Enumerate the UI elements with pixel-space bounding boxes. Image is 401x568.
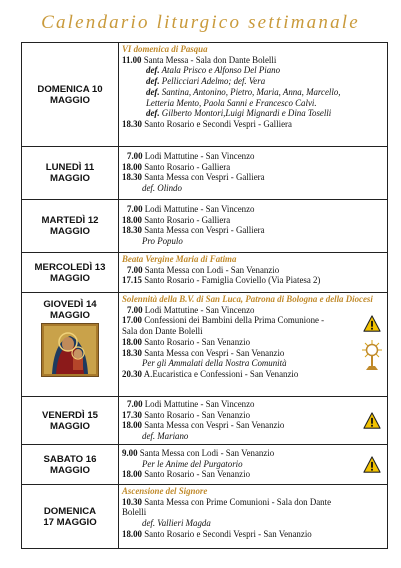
- event-line: [122, 172, 384, 183]
- day-row-sunday-10: [22, 43, 388, 147]
- event-time: 18.00: [122, 214, 142, 225]
- day-date: 17 MAGGIO: [43, 516, 97, 528]
- day-name: DOMENICA: [43, 505, 97, 517]
- day-date: MAGGIO: [50, 464, 90, 476]
- event-text: Sala don Dante Bolelli: [122, 326, 203, 337]
- warning-icon-shape: [363, 412, 381, 430]
- intention-line: Per gli Ammalati della Nostra Comunità: [142, 358, 287, 369]
- monstrance-icon: [361, 339, 383, 374]
- event-time: 11.00: [122, 54, 142, 65]
- event-line: [122, 448, 384, 459]
- day-cell: [22, 200, 119, 253]
- event-line: [122, 215, 384, 226]
- event-line: [122, 369, 384, 380]
- day-row-monday-11: [22, 147, 388, 200]
- event-line: [122, 529, 384, 540]
- day-name: MARTEDÌ 12: [41, 215, 99, 226]
- day-row-sunday-17: [22, 485, 388, 549]
- event-line: [122, 420, 384, 431]
- day-cell: [22, 397, 119, 445]
- event-time: 18.30: [122, 347, 142, 358]
- event-line: [122, 337, 384, 348]
- event-text: Santo Rosario e Secondi Vespri - Galliera: [144, 118, 292, 129]
- event-time: 18.00: [122, 528, 142, 539]
- event-line: [122, 497, 384, 508]
- event-text: Santo Rosario e Secondi Vespri - San Venanzio: [144, 528, 312, 539]
- events-cell: [119, 200, 388, 253]
- day-name: GIOVEDÌ 14: [43, 299, 97, 310]
- def-label: def.: [146, 86, 160, 97]
- day-row-friday-15: [22, 397, 388, 445]
- event-line: [122, 348, 384, 359]
- event-text: Lodi Mattutine - San Vincenzo: [144, 151, 255, 161]
- event-text: Santo Rosario - Galliera: [144, 214, 231, 225]
- events-cell: [119, 147, 388, 200]
- day-name: VENERDÌ 15: [42, 409, 98, 421]
- event-time: 18.30: [122, 225, 142, 236]
- event-time: 17.30: [122, 409, 142, 420]
- event-text: Confessioni dei Bambini della Prima Comunione -: [144, 315, 325, 326]
- warning-icon-shape: [363, 315, 381, 333]
- event-text: Santo Rosario - San Venanzio: [144, 336, 251, 347]
- intention-line: [122, 108, 384, 119]
- event-line: [122, 204, 384, 215]
- event-line: [122, 326, 384, 337]
- def-label: def.: [146, 65, 160, 76]
- event-line: [122, 151, 384, 162]
- event-time: 17.00: [122, 315, 142, 326]
- day-name: MERCOLEDÌ 13: [34, 261, 106, 273]
- intention-line: [122, 98, 384, 109]
- warning-icon-shape: [363, 456, 381, 474]
- page-title: Calendario liturgico settimanale: [41, 12, 360, 33]
- intention-line: def. Mariano: [142, 431, 189, 442]
- event-time: 7.00: [127, 304, 143, 315]
- intention-text: Santina, Antonino, Pietro, Maria, Anna, Marcello,: [161, 86, 341, 97]
- intention-line: [122, 87, 384, 98]
- event-time: 18.00: [122, 336, 142, 347]
- monstrance-icon-shape: [361, 339, 383, 371]
- feast-title: Ascensione del Signore: [122, 486, 208, 496]
- feast-title: Solennità della B.V. di San Luca, Patrona di Bologna e della Diocesi: [122, 294, 373, 304]
- day-cell: [22, 253, 119, 293]
- event-text: Santa Messa con Vespri - San Venanzio: [144, 347, 285, 358]
- day-date: MAGGIO: [50, 420, 90, 432]
- calendar-table-wrap: [21, 42, 388, 549]
- warning-icon: [363, 412, 381, 430]
- day-row-tuesday-12: [22, 200, 388, 253]
- madonna-painting-image: [42, 324, 98, 376]
- event-time: 20.30: [122, 368, 142, 379]
- intention-text: Letteria Mento, Paola Sanni e Francesco Calvi.: [146, 97, 317, 108]
- calendar-table: [21, 42, 388, 549]
- events-cell: [119, 293, 388, 397]
- day-cell: [22, 485, 119, 549]
- day-cell: [22, 445, 119, 485]
- event-text: Santa Messa con Vespri - San Venanzio: [144, 420, 285, 431]
- intention-text: Pellicciari Adelmo; def. Vera: [161, 76, 266, 87]
- event-time: 18.30: [122, 118, 142, 129]
- event-line: [122, 275, 384, 286]
- intention-line: def. Olindo: [142, 183, 182, 194]
- event-text: Santa Messa con Vespri - Galliera: [144, 172, 265, 183]
- day-name: LUNEDÌ 11: [45, 162, 95, 173]
- day-cell: [22, 293, 119, 397]
- event-time: 18.00: [122, 420, 142, 431]
- def-label: def.: [146, 76, 160, 87]
- intention-line: def. Vallieri Magda: [142, 518, 211, 529]
- event-time: 17.15: [122, 275, 142, 286]
- event-line: [122, 410, 384, 421]
- event-line: [122, 265, 384, 276]
- intention-text: Atala Prisco e Alfonso Del Piano: [161, 65, 281, 76]
- event-time: 18.00: [122, 469, 142, 480]
- event-line: [122, 55, 384, 66]
- event-time: 9.00: [122, 448, 138, 458]
- events-cell: [119, 397, 388, 445]
- events-cell: [119, 253, 388, 293]
- feast-title: VI domenica di Pasqua: [122, 44, 208, 54]
- event-line: [122, 469, 384, 480]
- events-cell: [119, 485, 388, 549]
- event-text: Santa Messa con Lodi - San Venanzio: [144, 264, 280, 275]
- day-date: MAGGIO: [50, 94, 90, 106]
- event-time: 7.00: [127, 204, 143, 214]
- event-time: 10.30: [122, 496, 142, 507]
- event-text: Lodi Mattutine - San Vincenzo: [144, 399, 255, 409]
- intention-line: [122, 76, 384, 87]
- event-text: A.Eucaristica e Confessioni - San Venanzio: [143, 368, 299, 379]
- day-date: MAGGIO: [50, 272, 90, 284]
- event-text: Santa Messa - Sala don Dante Bolelli: [143, 54, 277, 65]
- day-cell: [22, 147, 119, 200]
- event-line: [122, 305, 384, 316]
- event-text: Santa Messa con Vespri - Galliera: [144, 225, 265, 236]
- event-text: Santo Rosario - San Venanzio: [144, 409, 251, 420]
- day-cell: [22, 43, 119, 147]
- event-text: Santa Messa con Prime Comunioni - Sala don Dante: [144, 496, 332, 507]
- day-name: DOMENICA 10: [37, 83, 103, 95]
- event-time: 18.30: [122, 172, 142, 183]
- event-text: Santo Rosario - Galliera: [144, 161, 231, 172]
- def-label: def.: [146, 108, 160, 119]
- day-name: SABATO 16: [43, 453, 97, 465]
- event-line: [122, 225, 384, 236]
- intention-line: Per le Anime del Purgatorio: [142, 458, 243, 469]
- madonna-painting: [41, 323, 99, 377]
- event-line: [122, 399, 384, 410]
- warning-icon: [363, 315, 381, 333]
- event-line: [122, 119, 384, 130]
- event-line: [122, 162, 384, 173]
- event-text: Santo Rosario - Famiglia Coviello (Via Piatesa 2): [144, 275, 321, 286]
- day-date: MAGGIO: [50, 310, 90, 321]
- feast-title: Beata Vergine Maria di Fatima: [122, 254, 237, 264]
- event-time: 7.00: [127, 264, 143, 275]
- warning-icon: [363, 456, 381, 474]
- event-text: Santa Messa con Lodi - San Venanzio: [139, 448, 275, 458]
- event-text: Santo Rosario - San Venanzio: [144, 469, 251, 480]
- intention-line: Pro Populo: [142, 236, 183, 247]
- event-line: [122, 507, 384, 518]
- events-cell: [119, 43, 388, 147]
- event-text: Bolelli: [122, 507, 147, 518]
- event-text: Lodi Mattutine - San Vincenzo: [144, 204, 255, 214]
- events-cell: [119, 445, 388, 485]
- event-time: 7.00: [127, 399, 143, 409]
- event-text: Lodi Mattutine - San Vincenzo: [144, 304, 255, 315]
- day-date: MAGGIO: [50, 226, 90, 237]
- event-line: [122, 315, 384, 326]
- event-time: 7.00: [127, 151, 143, 161]
- intention-text: Gilberto Montori,Luigi Mignardi e Dina Toselli: [161, 108, 332, 119]
- day-row-wednesday-13: [22, 253, 388, 293]
- intention-line: [122, 65, 384, 76]
- day-row-saturday-16: [22, 445, 388, 485]
- event-time: 18.00: [122, 161, 142, 172]
- day-date: MAGGIO: [50, 173, 90, 184]
- day-row-thursday-14: [22, 293, 388, 397]
